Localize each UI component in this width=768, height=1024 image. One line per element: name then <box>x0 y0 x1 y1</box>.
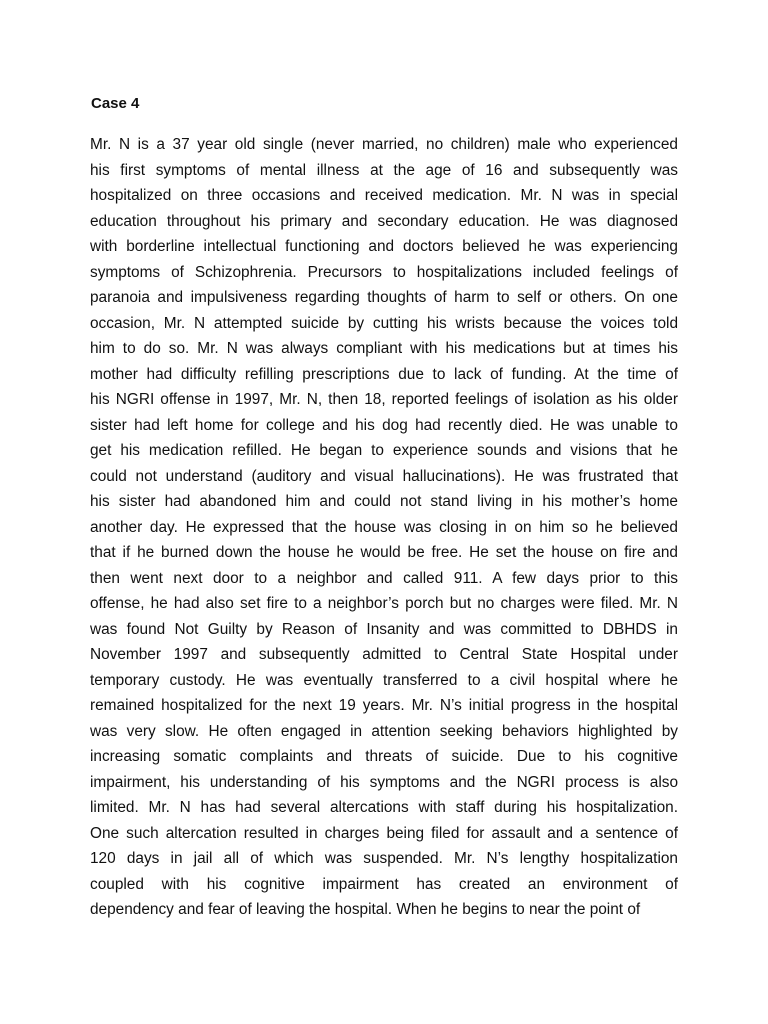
paragraph-line: impairment, his understanding of his symptoms and the NGRI process is also <box>90 773 678 791</box>
paragraph-line: coupled with his cognitive impairment has created an environment of <box>90 875 678 893</box>
paragraph-line: dependency and fear of leaving the hospital. When he begins to near the point of <box>90 901 641 918</box>
paragraph-line: was very slow. He often engaged in attention seeking behaviors highlighted by <box>90 722 678 740</box>
paragraph-line: November 1997 and subsequently admitted to Central State Hospital under <box>90 646 678 663</box>
paragraph-line: get his medication refilled. He began to experience sounds and visions that he <box>90 442 678 459</box>
paragraph-line: then went next door to a neighbor and called 911. A few days prior to this <box>90 569 678 587</box>
paragraph-line: could not understand (auditory and visual hallucinations). He was frustrated that <box>90 467 678 485</box>
case-body-paragraph <box>90 132 678 923</box>
paragraph-line: that if he burned down the house he would be free. He set the house on fire and <box>90 544 678 561</box>
paragraph-line: 120 days in jail all of which was suspended. Mr. N’s lengthy hospitalization <box>90 850 678 867</box>
paragraph-line: One such altercation resulted in charges being filed for assault and a sentence of <box>90 824 678 842</box>
paragraph-line: his NGRI offense in 1997, Mr. N, then 18, reported feelings of isolation as his older <box>90 391 678 408</box>
paragraph-line: Mr. N is a 37 year old single (never married, no children) male who experienced <box>90 136 678 153</box>
case-heading: Case 4 <box>91 95 140 112</box>
paragraph-line: offense, he had also set fire to a neighbor’s porch but no charges were filed. Mr. N <box>90 595 678 612</box>
paragraph-line: paranoia and impulsiveness regarding thoughts of harm to self or others. On one <box>90 289 678 306</box>
paragraph-line: mother had difficulty refilling prescriptions due to lack of funding. At the time of <box>90 365 678 383</box>
paragraph-line: temporary custody. He was eventually transferred to a civil hospital where he <box>90 671 678 689</box>
paragraph-line: symptoms of Schizophrenia. Precursors to hospitalizations included feelings of <box>90 263 678 281</box>
paragraph-line: his sister had abandoned him and could not stand living in his mother’s home <box>90 493 678 510</box>
paragraph-line: him to do so. Mr. N was always compliant with his medications but at times his <box>90 340 678 357</box>
paragraph-line: his first symptoms of mental illness at the age of 16 and subsequently was <box>90 161 678 179</box>
paragraph-line: education throughout his primary and secondary education. He was diagnosed <box>90 212 678 230</box>
paragraph-line: hospitalized on three occasions and received medication. Mr. N was in special <box>90 187 678 204</box>
paragraph-line: increasing somatic complaints and threats of suicide. Due to his cognitive <box>90 748 678 765</box>
paragraph-line: limited. Mr. N has had several altercations with staff during his hospitalization. <box>90 799 678 816</box>
paragraph-line: remained hospitalized for the next 19 years. Mr. N’s initial progress in the hospital <box>90 697 678 714</box>
paragraph-line: another day. He expressed that the house was closing in on him so he believed <box>90 518 678 536</box>
paragraph-line: sister had left home for college and his dog had recently died. He was unable to <box>90 416 678 434</box>
paragraph-line: occasion, Mr. N attempted suicide by cutting his wrists because the voices told <box>90 314 678 332</box>
paragraph-line: with borderline intellectual functioning and doctors believed he was experiencing <box>90 238 678 255</box>
paragraph-line: was found Not Guilty by Reason of Insanity and was committed to DBHDS in <box>90 620 678 638</box>
